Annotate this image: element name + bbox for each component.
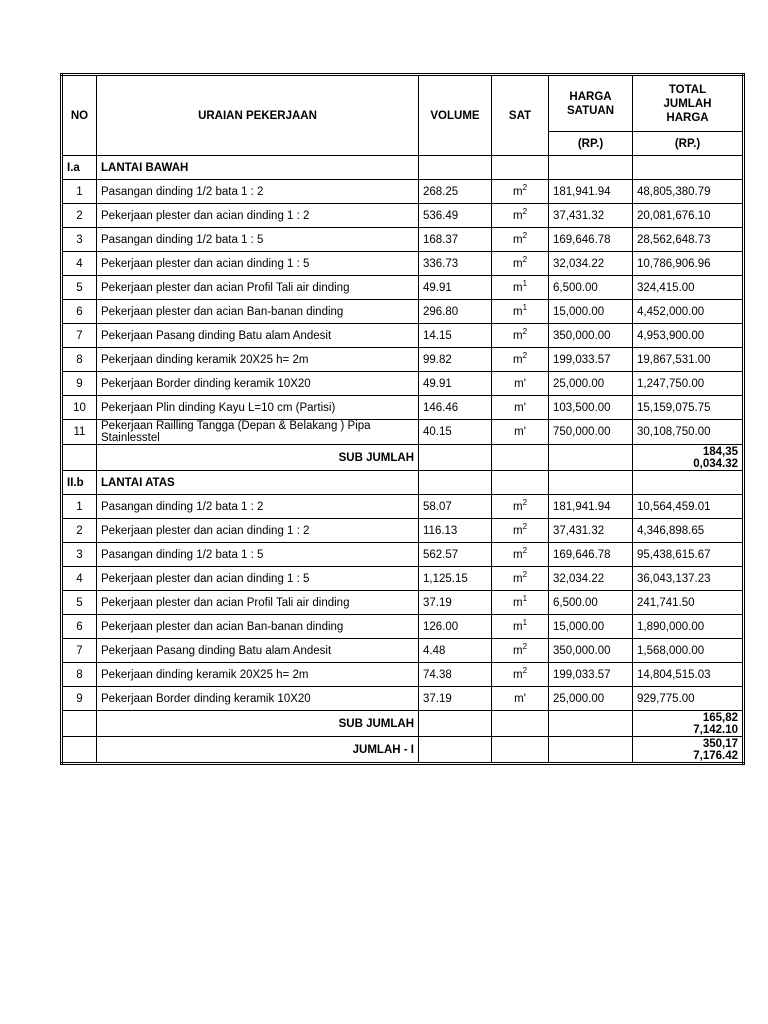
subtotal-value-line2: 7,142.10 <box>693 724 738 736</box>
header-total-line3: HARGA <box>666 111 709 124</box>
subtotal-row <box>62 711 744 737</box>
row-description: Pekerjaan plester dan acian dinding 1 : 5 <box>97 252 419 276</box>
empty-cell <box>492 711 549 737</box>
empty-cell <box>62 737 97 764</box>
table-row <box>62 591 744 615</box>
row-no: 9 <box>62 687 97 711</box>
section-title: LANTAI ATAS <box>97 471 419 495</box>
row-unit-price: 169,646.78 <box>549 543 633 567</box>
row-no: 5 <box>62 276 97 300</box>
table-row <box>62 300 744 324</box>
boq-table-body <box>62 75 744 764</box>
grand-total-value-line1: 350,17 <box>702 738 738 750</box>
section-code: I.a <box>62 156 97 180</box>
empty-cell <box>633 156 744 180</box>
row-unit-base: m' <box>514 426 526 438</box>
header-harga-satuan <box>549 75 633 132</box>
row-no: 10 <box>62 396 97 420</box>
row-unit <box>492 396 549 420</box>
subtotal-label: SUB JUMLAH <box>97 445 419 471</box>
row-unit-price: 181,941.94 <box>549 495 633 519</box>
subtotal-value <box>633 445 744 471</box>
header-total <box>633 75 744 132</box>
table-row <box>62 396 744 420</box>
row-unit-base: m <box>512 548 523 561</box>
row-description: Pasangan dinding 1/2 bata 1 : 2 <box>97 495 419 519</box>
row-unit <box>492 615 549 639</box>
row-unit-price: 15,000.00 <box>549 615 633 639</box>
row-total: 4,953,900.00 <box>633 324 744 348</box>
row-unit-base: m <box>512 668 523 681</box>
row-total: 1,890,000.00 <box>633 615 744 639</box>
row-volume: 40.15 <box>419 420 492 445</box>
row-description: Pekerjaan plester dan acian dinding 1 : 5 <box>97 567 419 591</box>
row-unit <box>492 639 549 663</box>
row-no: 3 <box>62 543 97 567</box>
row-unit <box>492 204 549 228</box>
table-row <box>62 324 744 348</box>
row-volume: 168.37 <box>419 228 492 252</box>
row-unit <box>492 252 549 276</box>
header-sat: SAT <box>492 75 549 156</box>
empty-cell <box>419 737 492 764</box>
row-unit-price: 6,500.00 <box>549 276 633 300</box>
table-row <box>62 348 744 372</box>
row-volume: 146.46 <box>419 396 492 420</box>
row-unit-base: m <box>512 329 523 342</box>
empty-cell <box>492 156 549 180</box>
row-unit-price: 25,000.00 <box>549 372 633 396</box>
row-no: 1 <box>62 180 97 204</box>
row-unit <box>492 180 549 204</box>
empty-cell <box>549 445 633 471</box>
row-unit-exponent: 2 <box>522 665 528 675</box>
row-unit-exponent: 2 <box>522 497 528 507</box>
row-no: 6 <box>62 300 97 324</box>
table-row <box>62 252 744 276</box>
subtotal-value <box>633 711 744 737</box>
row-unit-price: 25,000.00 <box>549 687 633 711</box>
row-unit <box>492 276 549 300</box>
row-unit <box>492 495 549 519</box>
table-row <box>62 639 744 663</box>
row-volume: 58.07 <box>419 495 492 519</box>
table-row <box>62 276 744 300</box>
boq-sheet <box>60 73 745 765</box>
header-row <box>62 75 744 132</box>
row-unit-exponent: 2 <box>522 641 528 651</box>
row-unit-price: 199,033.57 <box>549 348 633 372</box>
row-volume: 116.13 <box>419 519 492 543</box>
table-row <box>62 180 744 204</box>
row-total: 20,081,676.10 <box>633 204 744 228</box>
row-description: Pekerjaan plester dan acian Profil Tali air dinding <box>97 276 419 300</box>
row-description: Pekerjaan dinding keramik 20X25 h= 2m <box>97 663 419 687</box>
row-no: 4 <box>62 252 97 276</box>
row-total: 241,741.50 <box>633 591 744 615</box>
row-total: 28,562,648.73 <box>633 228 744 252</box>
header-total-line1: TOTAL <box>668 83 707 96</box>
row-description: Pekerjaan plester dan acian dinding 1 : 2 <box>97 204 419 228</box>
empty-cell <box>62 445 97 471</box>
row-unit-base: m <box>512 209 523 222</box>
row-unit-exponent: 1 <box>522 278 528 288</box>
subtotal-value-line1: 165,82 <box>702 712 738 724</box>
empty-cell <box>549 711 633 737</box>
header-no: NO <box>62 75 97 156</box>
row-volume: 49.91 <box>419 276 492 300</box>
row-volume: 126.00 <box>419 615 492 639</box>
boq-table <box>60 73 745 765</box>
row-description: Pekerjaan Plin dinding Kayu L=10 cm (Partisi) <box>97 396 419 420</box>
row-unit <box>492 543 549 567</box>
row-no: 2 <box>62 204 97 228</box>
row-description: Pasangan dinding 1/2 bata 1 : 5 <box>97 543 419 567</box>
empty-cell <box>549 737 633 764</box>
grand-total-value-line2: 7,176.42 <box>693 750 738 762</box>
header-rp-total: (RP.) <box>633 132 744 156</box>
row-volume: 336.73 <box>419 252 492 276</box>
row-no: 1 <box>62 495 97 519</box>
row-no: 7 <box>62 639 97 663</box>
row-unit-price: 32,034.22 <box>549 567 633 591</box>
row-unit-exponent: 2 <box>522 230 528 240</box>
row-total: 10,786,906.96 <box>633 252 744 276</box>
header-rp-harga: (RP.) <box>549 132 633 156</box>
table-row <box>62 543 744 567</box>
grand-total-value <box>633 737 744 764</box>
row-unit-exponent: 1 <box>522 302 528 312</box>
table-row <box>62 687 744 711</box>
row-no: 3 <box>62 228 97 252</box>
empty-cell <box>549 156 633 180</box>
table-row <box>62 567 744 591</box>
grand-total-label: JUMLAH - I <box>97 737 419 764</box>
row-unit-exponent: 2 <box>522 182 528 192</box>
row-total: 4,452,000.00 <box>633 300 744 324</box>
row-volume: 536.49 <box>419 204 492 228</box>
row-unit-price: 169,646.78 <box>549 228 633 252</box>
row-description: Pekerjaan plester dan acian Ban-banan dinding <box>97 300 419 324</box>
row-total: 30,108,750.00 <box>633 420 744 445</box>
subtotal-row <box>62 445 744 471</box>
row-unit <box>492 687 549 711</box>
row-volume: 296.80 <box>419 300 492 324</box>
row-volume: 37.19 <box>419 591 492 615</box>
header-total-line2: JUMLAH <box>663 97 712 110</box>
table-row <box>62 663 744 687</box>
row-volume: 99.82 <box>419 348 492 372</box>
row-unit-base: m' <box>514 401 526 414</box>
row-description: Pekerjaan dinding keramik 20X25 h= 2m <box>97 348 419 372</box>
section-header-row <box>62 471 744 495</box>
table-row <box>62 420 744 445</box>
row-unit-price: 37,431.32 <box>549 204 633 228</box>
row-unit-exponent: 2 <box>522 206 528 216</box>
row-volume: 562.57 <box>419 543 492 567</box>
empty-cell <box>419 156 492 180</box>
row-description: Pasangan dinding 1/2 bata 1 : 2 <box>97 180 419 204</box>
row-unit <box>492 567 549 591</box>
row-total: 95,438,615.67 <box>633 543 744 567</box>
row-unit <box>492 324 549 348</box>
row-unit-price: 350,000.00 <box>549 639 633 663</box>
row-unit-base: m <box>512 305 523 318</box>
row-unit-price: 750,000.00 <box>549 420 633 445</box>
row-total: 48,805,380.79 <box>633 180 744 204</box>
row-description: Pasangan dinding 1/2 bata 1 : 5 <box>97 228 419 252</box>
header-harga-satuan-line2: SATUAN <box>566 104 615 117</box>
section-title: LANTAI BAWAH <box>97 156 419 180</box>
empty-cell <box>492 737 549 764</box>
empty-cell <box>633 471 744 495</box>
row-unit-exponent: 2 <box>522 521 528 531</box>
row-total: 4,346,898.65 <box>633 519 744 543</box>
row-unit-price: 199,033.57 <box>549 663 633 687</box>
grand-total-row <box>62 737 744 764</box>
row-unit-base: m <box>512 596 523 609</box>
row-unit-base: m <box>512 257 523 270</box>
row-total: 36,043,137.23 <box>633 567 744 591</box>
row-no: 2 <box>62 519 97 543</box>
row-unit-exponent: 1 <box>522 593 528 603</box>
row-volume: 268.25 <box>419 180 492 204</box>
row-volume: 1,125.15 <box>419 567 492 591</box>
row-unit-price: 103,500.00 <box>549 396 633 420</box>
row-unit-base: m <box>512 185 523 198</box>
row-description: Pekerjaan Pasang dinding Batu alam Andesit <box>97 324 419 348</box>
empty-cell <box>419 711 492 737</box>
row-unit-price: 6,500.00 <box>549 591 633 615</box>
table-row <box>62 615 744 639</box>
table-row <box>62 228 744 252</box>
row-unit <box>492 420 549 445</box>
subtotal-value-line2: 0,034.32 <box>693 458 738 470</box>
row-description: Pekerjaan plester dan acian Ban-banan dinding <box>97 615 419 639</box>
row-unit-base: m <box>512 524 523 537</box>
row-unit-base: m <box>512 281 523 294</box>
row-unit-base: m <box>512 572 523 585</box>
row-description: Pekerjaan Railling Tangga (Depan & Belakang ) Pipa Stainlesstel <box>97 420 419 445</box>
row-unit-exponent: 1 <box>522 617 528 627</box>
header-uraian: URAIAN PEKERJAAN <box>97 75 419 156</box>
row-unit-exponent: 2 <box>522 545 528 555</box>
empty-cell <box>419 471 492 495</box>
row-description: Pekerjaan plester dan acian dinding 1 : 2 <box>97 519 419 543</box>
row-total: 1,568,000.00 <box>633 639 744 663</box>
row-volume: 4.48 <box>419 639 492 663</box>
row-no: 8 <box>62 348 97 372</box>
row-no: 4 <box>62 567 97 591</box>
row-unit-base: m <box>512 233 523 246</box>
subtotal-value-line1: 184,35 <box>702 446 738 458</box>
row-unit-exponent: 2 <box>522 254 528 264</box>
row-unit <box>492 300 549 324</box>
section-header-row <box>62 156 744 180</box>
row-volume: 37.19 <box>419 687 492 711</box>
row-unit-price: 15,000.00 <box>549 300 633 324</box>
row-unit <box>492 519 549 543</box>
row-unit-exponent: 2 <box>522 569 528 579</box>
row-volume: 49.91 <box>419 372 492 396</box>
row-unit-base: m <box>512 353 523 366</box>
row-unit-base: m' <box>514 377 526 390</box>
row-description: Pekerjaan plester dan acian Profil Tali air dinding <box>97 591 419 615</box>
row-no: 11 <box>62 420 97 445</box>
row-unit-price: 181,941.94 <box>549 180 633 204</box>
row-unit-exponent: 2 <box>522 350 528 360</box>
section-code: II.b <box>62 471 97 495</box>
row-total: 1,247,750.00 <box>633 372 744 396</box>
row-unit <box>492 663 549 687</box>
table-row <box>62 372 744 396</box>
header-harga-satuan-line1: HARGA <box>569 90 612 103</box>
empty-cell <box>62 711 97 737</box>
row-no: 9 <box>62 372 97 396</box>
row-total: 14,804,515.03 <box>633 663 744 687</box>
empty-cell <box>492 471 549 495</box>
row-no: 8 <box>62 663 97 687</box>
empty-cell <box>492 445 549 471</box>
row-no: 6 <box>62 615 97 639</box>
row-total: 10,564,459.01 <box>633 495 744 519</box>
row-volume: 74.38 <box>419 663 492 687</box>
row-total: 324,415.00 <box>633 276 744 300</box>
row-unit <box>492 348 549 372</box>
row-description: Pekerjaan Pasang dinding Batu alam Andesit <box>97 639 419 663</box>
row-volume: 14.15 <box>419 324 492 348</box>
row-unit-base: m' <box>514 692 526 705</box>
row-no: 5 <box>62 591 97 615</box>
row-description: Pekerjaan Border dinding keramik 10X20 <box>97 372 419 396</box>
row-unit <box>492 228 549 252</box>
row-unit-price: 350,000.00 <box>549 324 633 348</box>
row-unit <box>492 372 549 396</box>
table-row <box>62 204 744 228</box>
row-no: 7 <box>62 324 97 348</box>
row-unit <box>492 591 549 615</box>
row-unit-price: 37,431.32 <box>549 519 633 543</box>
row-total: 15,159,075.75 <box>633 396 744 420</box>
row-unit-base: m <box>512 644 523 657</box>
table-row <box>62 519 744 543</box>
row-unit-exponent: 2 <box>522 326 528 336</box>
empty-cell <box>549 471 633 495</box>
row-total: 929,775.00 <box>633 687 744 711</box>
row-unit-base: m <box>512 620 523 633</box>
empty-cell <box>419 445 492 471</box>
row-unit-price: 32,034.22 <box>549 252 633 276</box>
subtotal-label: SUB JUMLAH <box>97 711 419 737</box>
row-total: 19,867,531.00 <box>633 348 744 372</box>
row-unit-base: m <box>512 500 523 513</box>
table-row <box>62 495 744 519</box>
header-volume: VOLUME <box>419 75 492 156</box>
row-description: Pekerjaan Border dinding keramik 10X20 <box>97 687 419 711</box>
